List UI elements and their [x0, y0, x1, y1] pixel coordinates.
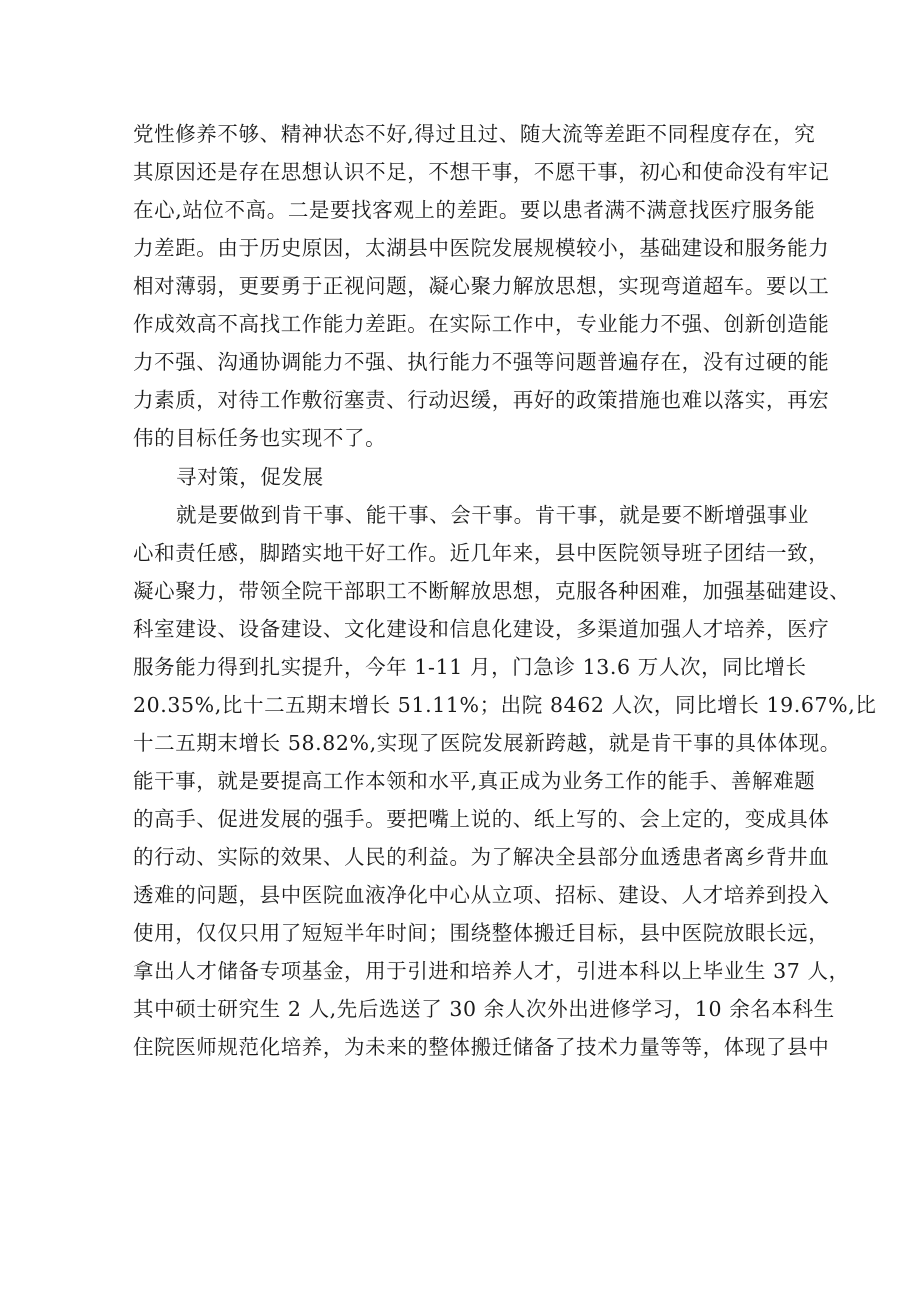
body-text-line: 的行动、实际的效果、人民的利益。为了解决全县部分血透患者离乡背井血: [133, 845, 830, 869]
body-text-line: 相对薄弱，更要勇于正视问题，凝心聚力解放思想，实现弯道超车。要以工: [133, 274, 830, 298]
paragraph-first-line: 就是要做到肯干事、能干事、会干事。肯干事，就是要不断增强事业: [176, 503, 809, 527]
body-text-line: 科室建设、设备建设、文化建设和信息化建设，多渠道加强人才培养，医疗: [133, 617, 830, 641]
section-heading: 寻对策，促发展: [176, 465, 324, 489]
body-text-line: 凝心聚力，带领全院干部职工不断解放思想，克服各种困难，加强基础建设、: [133, 579, 851, 603]
body-text-line: 住院医师规范化培养，为未来的整体搬迁储备了技术力量等等，体现了县中: [133, 1035, 830, 1059]
body-text-line: 党性修养不够、精神状态不好,得过且过、随大流等差距不同程度存在，究: [133, 122, 816, 146]
body-text-line: 其中硕士研究生 2 人,先后选送了 30 余人次外出进修学习，10 余名本科生: [133, 997, 835, 1021]
body-text-line: 拿出人才储备专项基金，用于引进和培养人才，引进本科以上毕业生 37 人，: [133, 959, 850, 983]
body-text-line: 十二五期末增长 58.82%,实现了医院发展新跨越，就是肯干事的具体体现。: [133, 731, 841, 755]
body-text-line: 在心,站位不高。二是要找客观上的差距。要以患者满不满意找医疗服务能: [133, 198, 816, 222]
body-text-line: 心和责任感，脚踏实地干好工作。近几年来，县中医院领导班子团结一致，: [133, 541, 830, 565]
body-text-line: 力素质，对待工作敷衍塞责、行动迟缓，再好的政策措施也难以落实，再宏: [133, 388, 830, 412]
body-text-line: 作成效高不高找工作能力差距。在实际工作中，专业能力不强、创新创造能: [133, 312, 830, 336]
body-text-line: 力不强、沟通协调能力不强、执行能力不强等问题普遍存在，没有过硬的能: [133, 350, 830, 374]
body-text-line: 20.35%,比十二五期末增长 51.11%；出院 8462 人次，同比增长 19.67%,比: [133, 693, 877, 717]
body-text-line: 其原因还是存在思想认识不足，不想干事，不愿干事，初心和使命没有牢记: [133, 160, 830, 184]
body-text-line: 使用，仅仅只用了短短半年时间；围绕整体搬迁目标，县中医院放眼长远，: [133, 921, 830, 945]
body-text-line: 服务能力得到扎实提升，今年 1-11 月，门急诊 13.6 万人次，同比增长: [133, 655, 807, 679]
body-text-line: 力差距。由于历史原因，太湖县中医院发展规模较小，基础建设和服务能力: [133, 236, 830, 260]
body-text-line: 透难的问题，县中医院血液净化中心从立项、招标、建设、人才培养到投入: [133, 883, 830, 907]
body-text-line: 能干事，就是要提高工作本领和水平,真正成为业务工作的能手、善解难题: [133, 769, 816, 793]
body-text-line: 伟的目标任务也实现不了。: [133, 426, 387, 450]
body-text-line: 的高手、促进发展的强手。要把嘴上说的、纸上写的、会上定的，变成具体: [133, 807, 830, 831]
